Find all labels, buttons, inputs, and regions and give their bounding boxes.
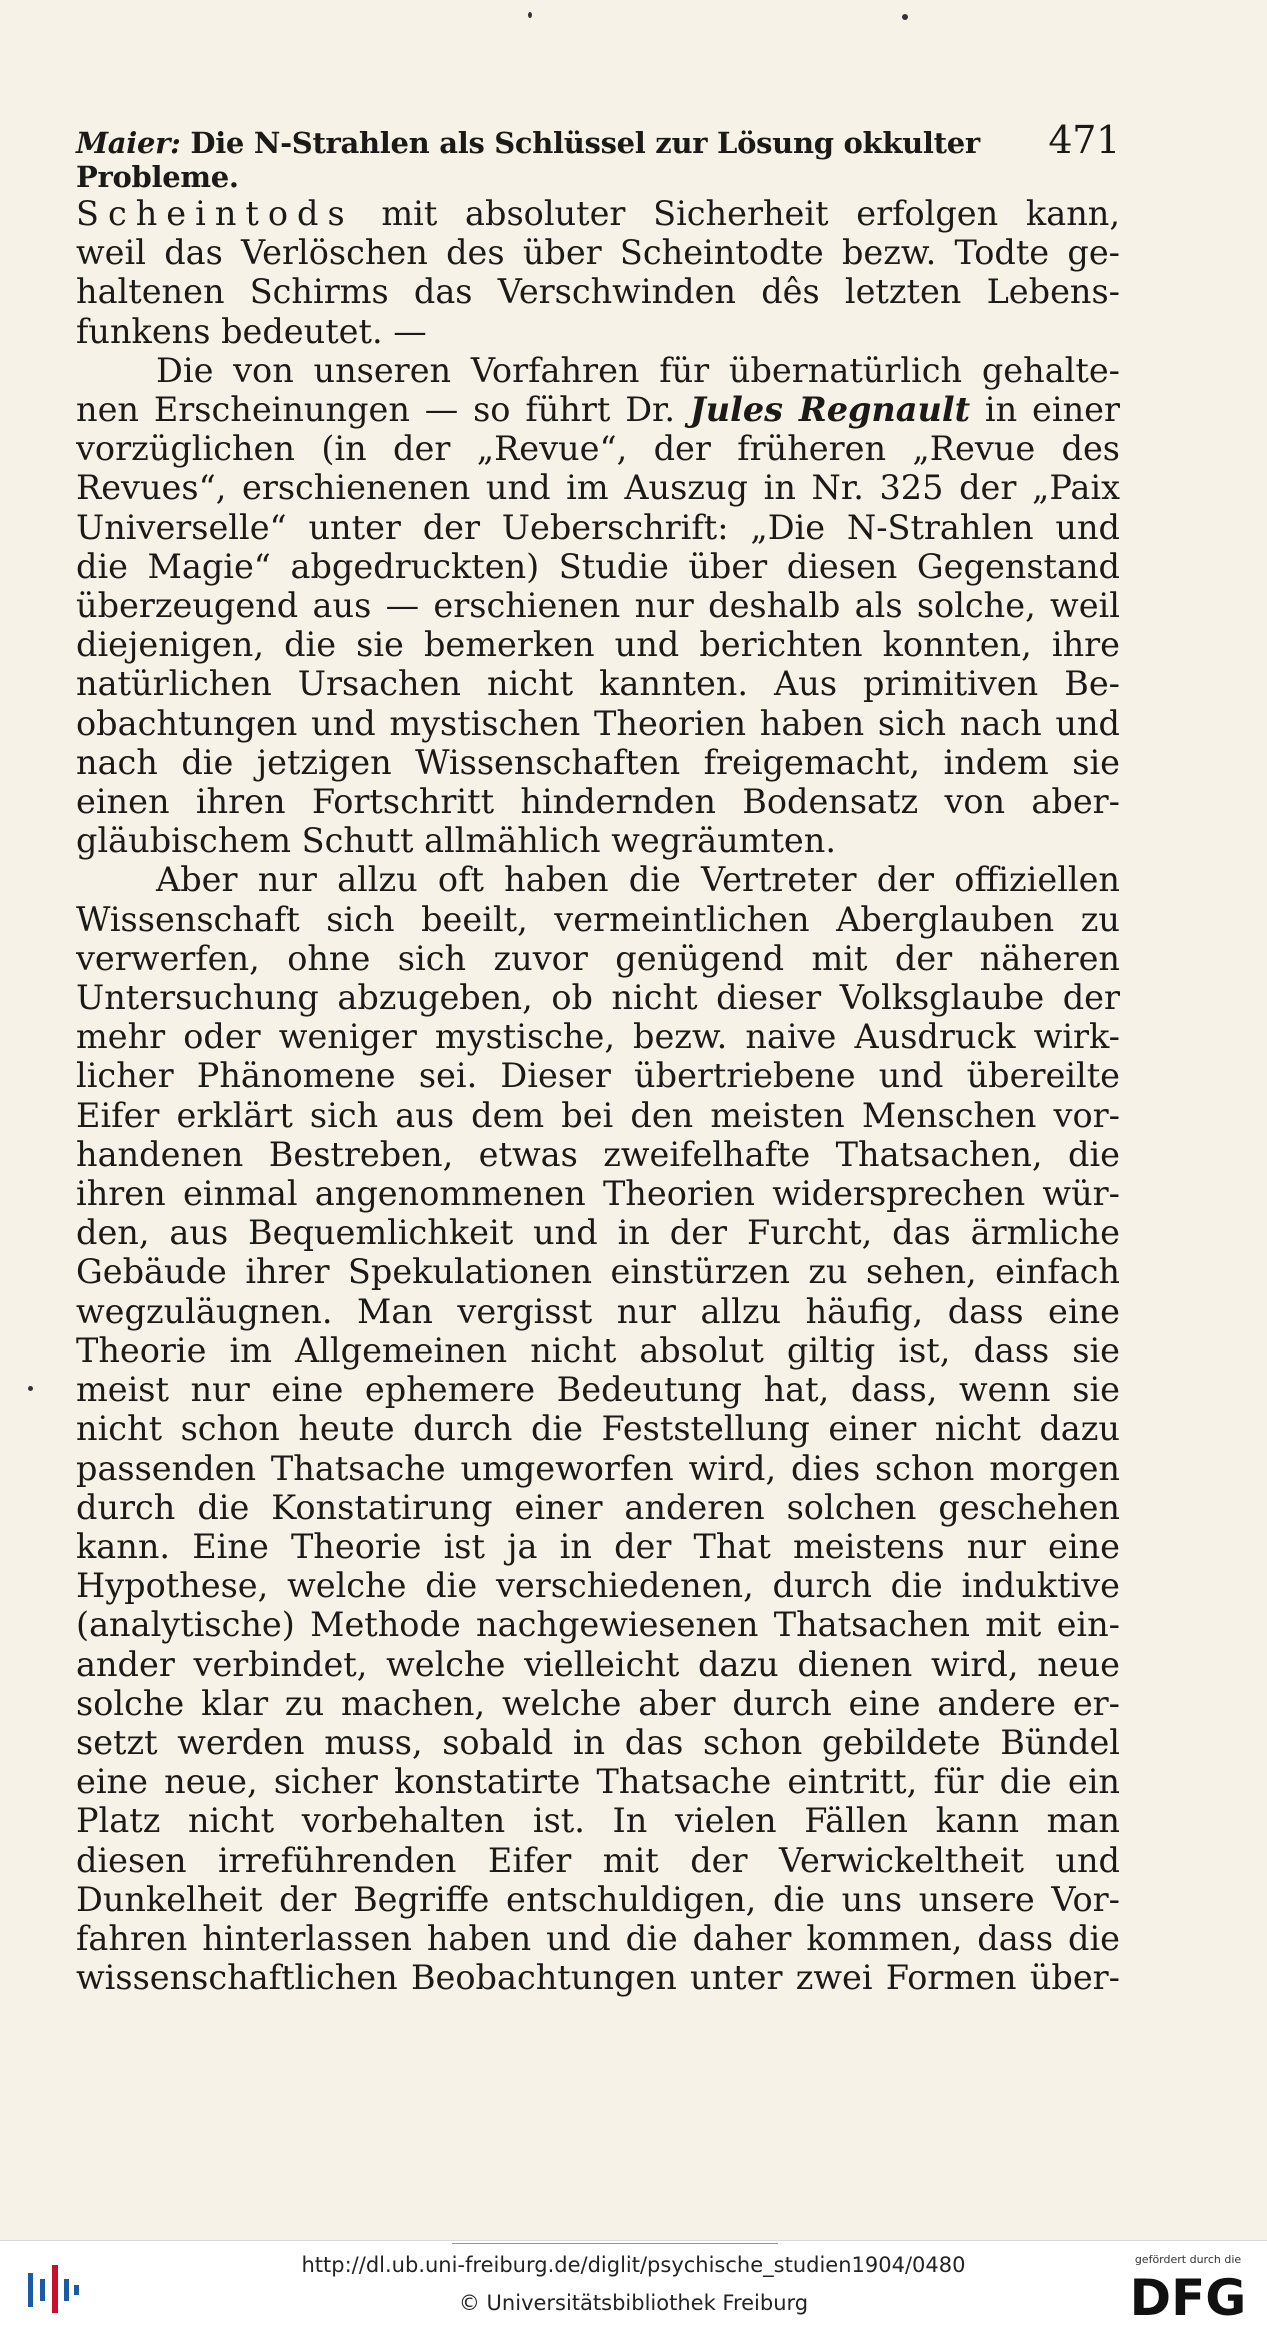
text-line-segment: die Magie“ abgedruckten) Studie über diesen Gegenstand (76, 546, 1120, 586)
text-line (76, 704, 1120, 743)
text-line-segment: verwerfen, ohne sich zuvor genügend mit der näheren (76, 938, 1120, 978)
text-line-segment: nicht schon heute durch die Feststellung einer nicht dazu (76, 1409, 1120, 1449)
text-line (76, 1605, 1120, 1644)
text-line (76, 860, 1120, 899)
text-line-segment: funkens bedeutet. — (76, 311, 427, 351)
text-line (76, 1449, 1120, 1488)
text-line-segment: ihren einmal angenommenen Theorien widersprechen wür- (76, 1174, 1120, 1214)
header-title: Die N-Strahlen als Schlüssel zur Lösung okkulter Probleme. (76, 126, 980, 194)
dfg-caption: gefördert durch die (1134, 2253, 1242, 2266)
text-line (76, 1684, 1120, 1723)
text-line (76, 1645, 1120, 1684)
text-line (76, 547, 1120, 586)
text-line (76, 429, 1120, 468)
text-line-segment: setzt werden muss, sobald in das schon gebildete Bündel (76, 1722, 1120, 1762)
text-line-segment: Hypothese, welche die verschiedenen, durch die induktive (76, 1566, 1120, 1606)
text-line (76, 1527, 1120, 1566)
text-line-segment: natürlichen Ursachen nicht kannten. Aus primitiven Be- (76, 664, 1120, 704)
text-line (76, 1252, 1120, 1291)
body-text (76, 194, 1120, 1997)
text-line (76, 664, 1120, 703)
text-line (76, 1841, 1120, 1880)
text-line (76, 1292, 1120, 1331)
text-line (76, 272, 1120, 311)
text-line-segment: solche klar zu machen, welche aber durch eine andere er- (76, 1683, 1120, 1723)
text-line-segment: eine neue, sicher konstatirte Thatsache eintritt, für die ein (76, 1762, 1120, 1802)
text-line-segment: passenden Thatsache umgeworfen wird, dies schon morgen (76, 1448, 1120, 1488)
scan-speck (528, 12, 532, 18)
text-line (76, 1056, 1120, 1095)
running-header (76, 118, 1120, 194)
italic-name: Jules Regnault (689, 390, 971, 430)
text-line-segment: mehr oder weniger mystische, bezw. naive Ausdruck wirk- (76, 1017, 1120, 1057)
text-line-segment: licher Phänomene sei. Dieser übertriebene und übereilte (76, 1056, 1120, 1096)
text-line-segment: handenen Bestreben, etwas zweifelhafte Thatsachen, die (76, 1134, 1120, 1174)
text-line-segment: Revues“, erschienenen und im Auszug in Nr. 325 der „Paix (76, 468, 1120, 508)
text-line-segment: nach die jetzigen Wissenschaften freigemacht, indem sie (76, 742, 1120, 782)
footer-url[interactable]: http://dl.ub.uni-freiburg.de/diglit/psychische_studien1904/0480 (301, 2253, 966, 2277)
text-line (76, 1017, 1120, 1056)
text-line (76, 1566, 1120, 1605)
footer-divider (452, 2243, 778, 2244)
footer-bar (0, 2240, 1267, 2331)
text-line-segment: Universelle“ unter der Ueberschrift: „Die N-Strahlen und (76, 507, 1120, 547)
text-line-segment: weil das Verlöschen des über Scheintodte bezw. Todte ge- (76, 233, 1120, 273)
text-line (76, 1409, 1120, 1448)
text-line (76, 1213, 1120, 1252)
text-line-segment: wegzuläugnen. Man vergisst nur allzu häufig, dass eine (76, 1291, 1120, 1331)
text-line (76, 625, 1120, 664)
text-line-segment: diejenigen, die sie bemerken und berichten konnten, ihre (76, 625, 1120, 665)
text-line (76, 900, 1120, 939)
text-line (76, 1880, 1120, 1919)
text-line (76, 939, 1120, 978)
text-line (76, 312, 1120, 351)
page-number: 471 (1048, 118, 1120, 162)
text-line (76, 821, 1120, 860)
text-line-rest: in einer (970, 390, 1120, 430)
scan-speck (902, 14, 908, 20)
text-line-segment: fahren hinterlassen haben und die daher kommen, dass die (76, 1918, 1120, 1958)
text-line-segment: Gebäude ihrer Spekulationen einstürzen zu sehen, einfach (76, 1252, 1120, 1292)
text-line (76, 1958, 1120, 1997)
text-line-segment: nen Erscheinungen — so führt Dr. (76, 390, 690, 430)
header-author: Maier: (76, 126, 181, 160)
text-line-segment: vorzüglichen (in der „Revue“, der früheren „Revue des (76, 429, 1120, 469)
text-line (76, 1331, 1120, 1370)
text-line-segment: (analytische) Methode nachgewiesenen Thatsachen mit ein- (76, 1605, 1120, 1645)
text-line-segment: überzeugend aus — erschienen nur deshalb als solche, weil (76, 586, 1120, 626)
text-line-segment: Untersuchung abzugeben, ob nicht dieser Volksglaube der (76, 978, 1120, 1018)
text-line-segment: durch die Konstatirung einer anderen solchen geschehen (76, 1487, 1120, 1527)
text-line-segment: Scheintods (76, 194, 354, 233)
text-line-segment: wissenschaftlichen Beobachtungen unter zwei Formen über- (76, 1958, 1120, 1998)
text-line-segment: haltenen Schirms das Verschwinden dês letzten Lebens- (76, 272, 1120, 312)
text-line (76, 351, 1120, 390)
text-line (76, 586, 1120, 625)
text-line-segment: kann. Eine Theorie ist ja in der That meistens nur eine (76, 1526, 1120, 1566)
header-title-wrap (76, 126, 1048, 194)
text-line (76, 1801, 1120, 1840)
dfg-logo-icon (1122, 2249, 1254, 2325)
text-line-segment: Aber nur allzu oft haben die Vertreter der offiziellen (156, 860, 1120, 900)
text-line-segment: einen ihren Fortschritt hindernden Bodensatz von aber- (76, 782, 1120, 822)
text-line-segment: meist nur eine ephemere Bedeutung hat, dass, wenn sie (76, 1370, 1120, 1410)
text-line-segment: Wissenschaft sich beeilt, vermeintlichen Aberglauben zu (76, 899, 1120, 939)
text-line (76, 978, 1120, 1017)
footer-copyright: © Universitätsbibliothek Freiburg (458, 2291, 809, 2315)
text-line-rest: mit absoluter Sicherheit erfolgen kann, (353, 194, 1120, 233)
text-line (76, 1370, 1120, 1409)
text-line (76, 1096, 1120, 1135)
text-line (76, 1919, 1120, 1958)
text-line-segment: ander verbindet, welche vielleicht dazu dienen wird, neue (76, 1644, 1120, 1684)
text-line (76, 468, 1120, 507)
text-line-segment: obachtungen und mystischen Theorien haben sich nach und (76, 703, 1120, 743)
text-line (76, 1762, 1120, 1801)
text-line (76, 390, 1120, 429)
text-line-segment: gläubischem Schutt allmählich wegräumten. (76, 821, 836, 861)
scan-speck (28, 1386, 33, 1391)
text-line-segment: Eifer erklärt sich aus dem bei den meisten Menschen vor- (76, 1095, 1120, 1135)
text-line (76, 1488, 1120, 1527)
text-line-segment: Dunkelheit der Begriffe entschuldigen, die uns unsere Vor- (76, 1879, 1120, 1919)
text-line-segment: Theorie im Allgemeinen nicht absolut giltig ist, dass sie (76, 1330, 1120, 1370)
text-line (76, 194, 1120, 233)
text-line (76, 233, 1120, 272)
text-line-segment: Platz nicht vorbehalten ist. In vielen Fällen kann man (76, 1801, 1120, 1841)
text-line (76, 743, 1120, 782)
text-line (76, 782, 1120, 821)
text-line-segment: diesen irreführenden Eifer mit der Verwickeltheit und (76, 1840, 1120, 1880)
text-line (76, 1723, 1120, 1762)
text-line (76, 508, 1120, 547)
text-line-segment: den, aus Bequemlichkeit und in der Furcht, das ärmliche (76, 1213, 1120, 1253)
text-line-segment: Die von unseren Vorfahren für übernatürlich gehalte- (156, 350, 1120, 390)
text-line (76, 1135, 1120, 1174)
text-line (76, 1174, 1120, 1213)
dfg-letters: DFG (1129, 2269, 1247, 2325)
